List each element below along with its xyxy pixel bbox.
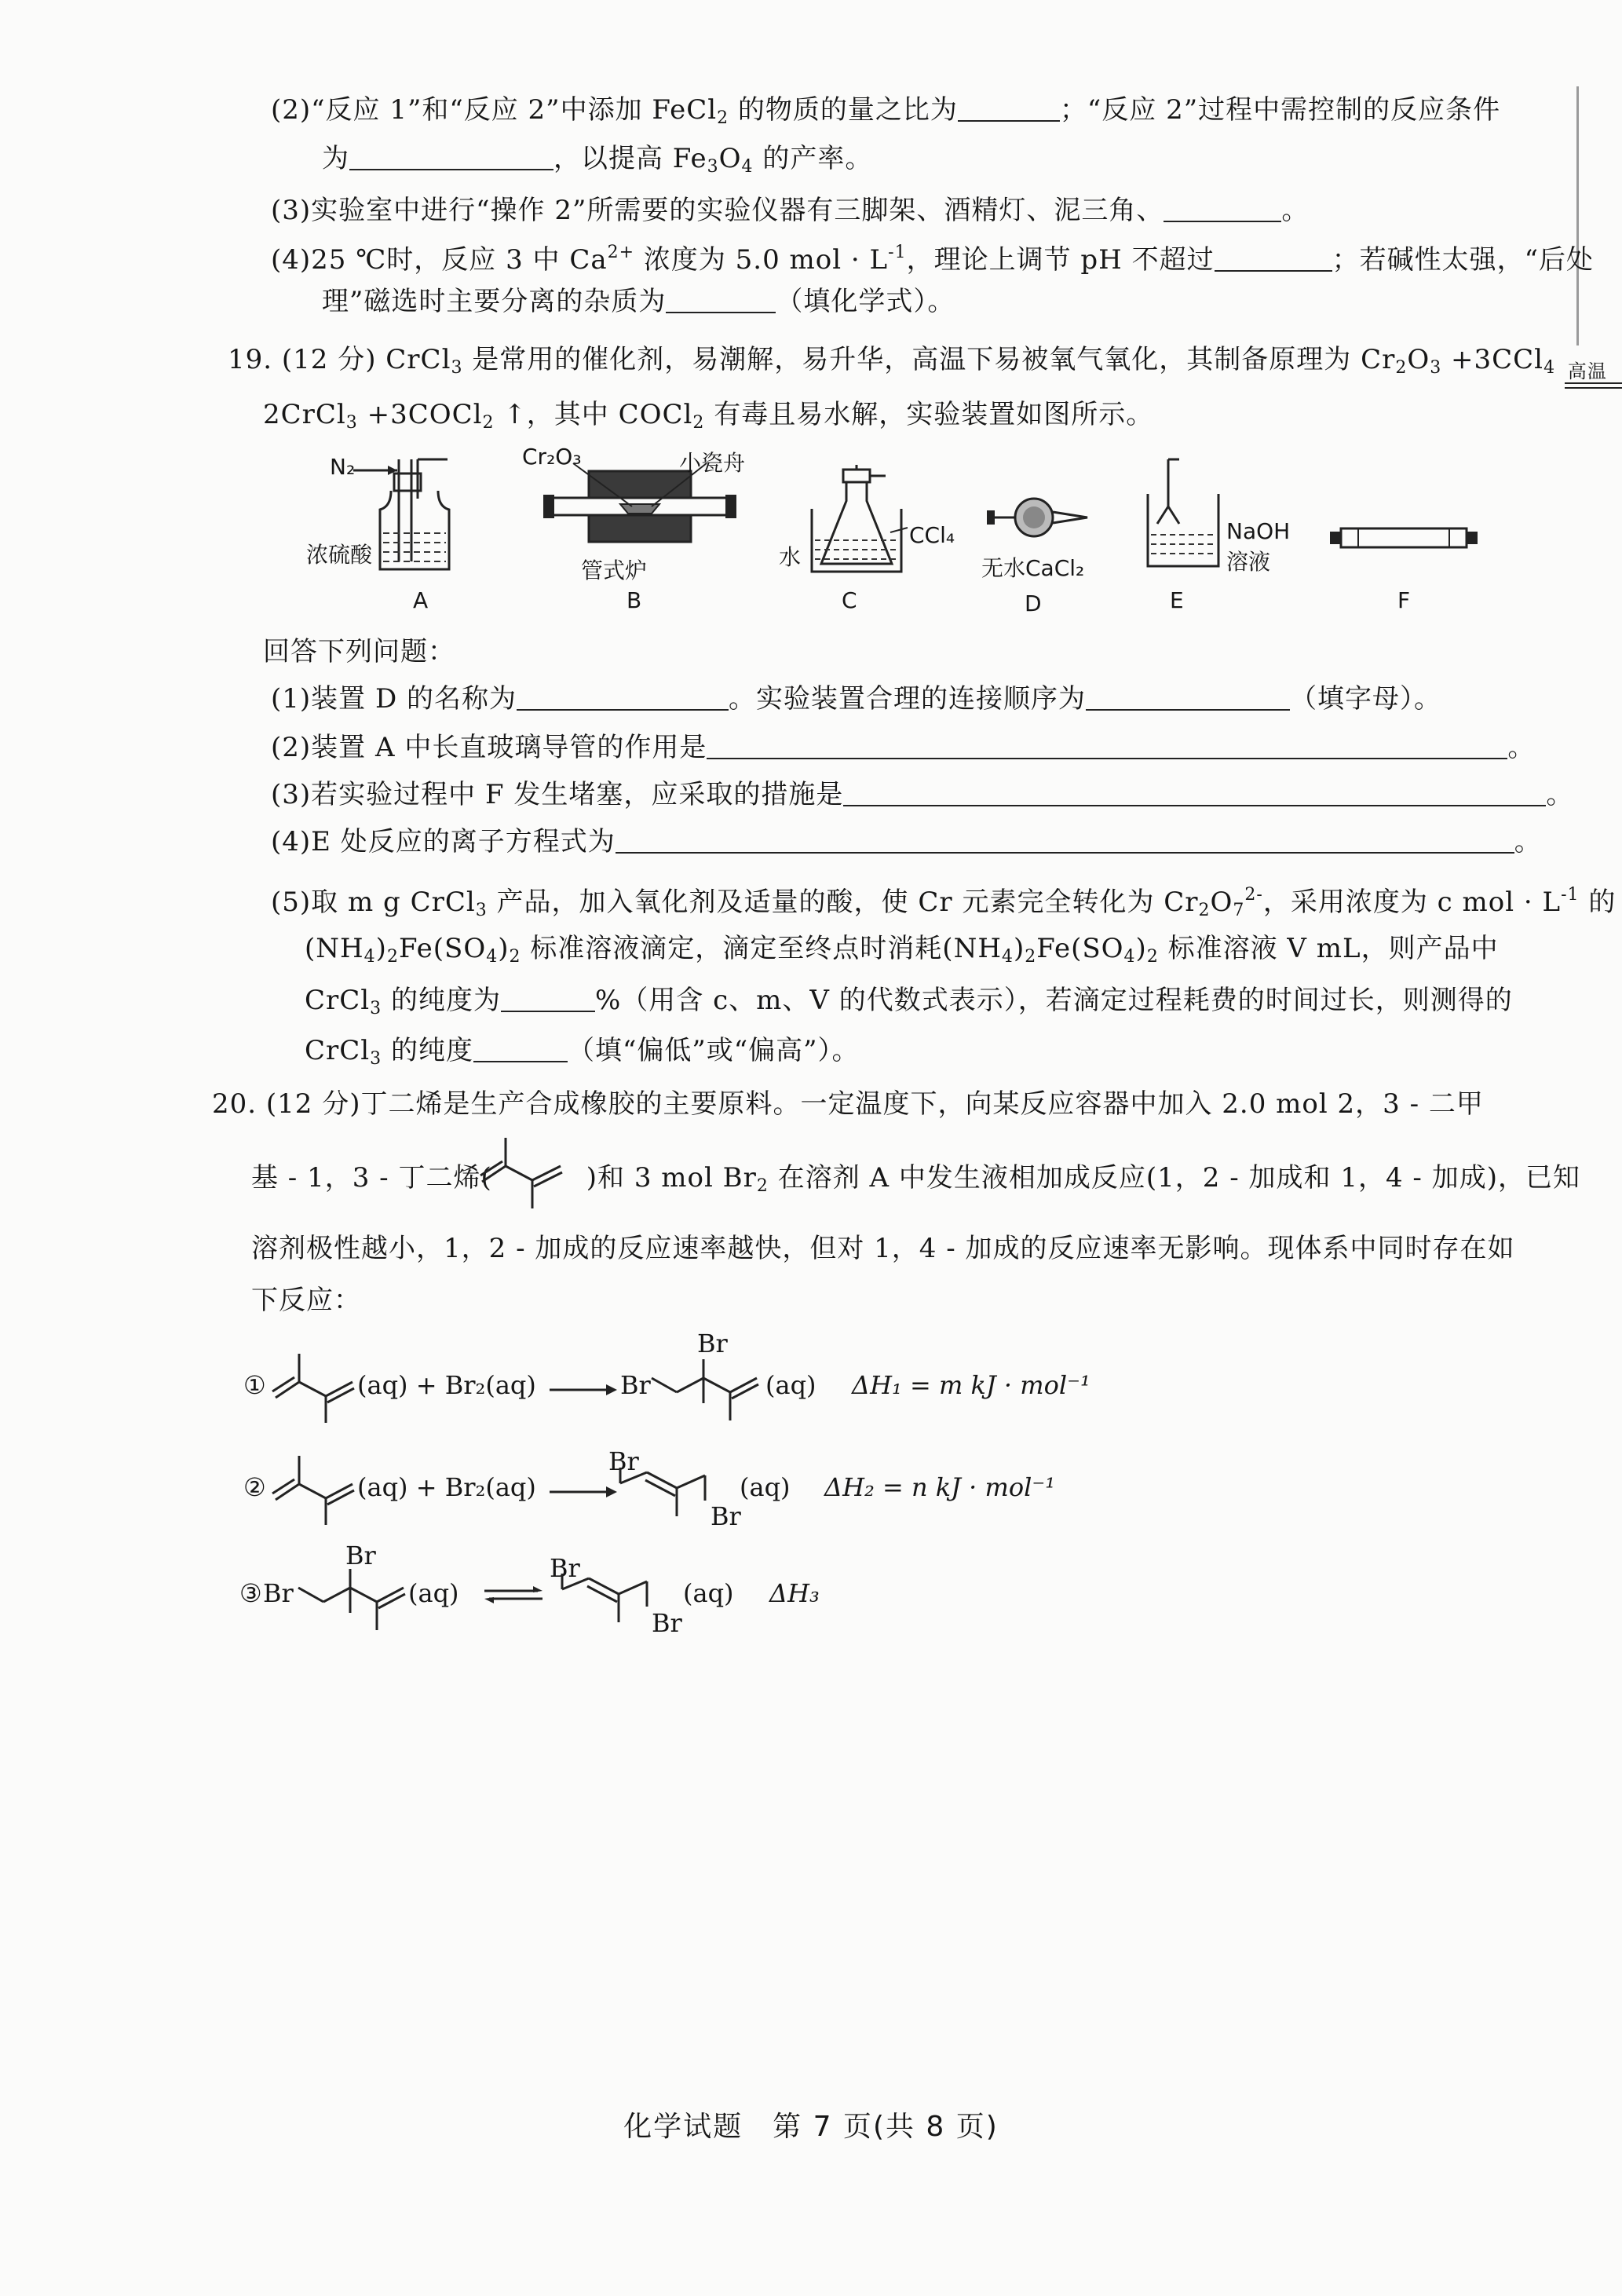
answer-blank[interactable] bbox=[707, 734, 1507, 759]
answer-blank[interactable] bbox=[666, 288, 776, 313]
reaction-2-arrow bbox=[550, 1484, 620, 1500]
label-d: D bbox=[1025, 590, 1042, 616]
q19-part3: (3)若实验过程中 F 发生堵塞，应采取的措施是 。 bbox=[271, 779, 1574, 810]
page-footer: 化学试题 第 7 页(共 8 页) bbox=[623, 2111, 999, 2143]
q19-part2: (2)装置 A 中长直玻璃导管的作用是 。 bbox=[271, 732, 1536, 763]
q18-part2-line2: 为 ，以提高 $Fe_3O_4$ 的产率。 bbox=[322, 143, 873, 177]
solution-label: 溶液 bbox=[1226, 549, 1271, 575]
br-label: Br bbox=[697, 1329, 728, 1358]
answer-blank[interactable] bbox=[843, 781, 1546, 806]
ccl4-label: CCl₄ bbox=[909, 522, 955, 548]
aq-label: (aq) bbox=[765, 1370, 816, 1400]
anhydrous-cacl2-label: 无水CaCl₂ bbox=[981, 555, 1085, 581]
br-label: Br bbox=[550, 1553, 580, 1583]
page-edge-shadow bbox=[1576, 86, 1579, 345]
answer-blank[interactable] bbox=[1086, 686, 1290, 711]
reaction-1-lhs: (aq) + Br₂(aq) bbox=[357, 1370, 536, 1400]
label-c: C bbox=[842, 587, 857, 613]
conc-sulfuric-acid-label: 浓硫酸 bbox=[306, 542, 373, 568]
delta-h2: ΔH₂ = n kJ · mol⁻¹ bbox=[824, 1472, 1056, 1502]
equilibrium-arrow bbox=[483, 1586, 546, 1605]
br-label: Br bbox=[620, 1370, 651, 1400]
q20-line3: 溶剂极性越小，1，2 - 加成的反应速率越快，但对 1，4 - 加成的反应速率无影响。现体系中同时存在如 bbox=[251, 1233, 1515, 1264]
reactant-diene-2 bbox=[271, 1453, 365, 1531]
answer-blank[interactable] bbox=[958, 97, 1060, 122]
n2-label: N₂ bbox=[330, 454, 356, 480]
answer-blank[interactable] bbox=[473, 1037, 568, 1062]
reaction-2-lhs: (aq) + Br₂(aq) bbox=[357, 1472, 536, 1502]
q19-part1: (1)装置 D 的名称为 。实验装置合理的连接顺序为 （填字母）。 bbox=[271, 683, 1442, 715]
br-label: Br bbox=[263, 1578, 294, 1608]
q18-part4-line1: (4)25 ℃时，反应 3 中 $Ca^{2+}$ 浓度为 5.0 mol · $L^{-1}$，理论上调节 pH 不超过 ；若碱性太强，“后处 bbox=[271, 243, 1594, 276]
answer-blank[interactable] bbox=[349, 145, 553, 170]
water-label: 水 bbox=[779, 544, 802, 570]
aq-label: (aq) bbox=[408, 1578, 459, 1608]
label-e: E bbox=[1170, 587, 1184, 613]
q20-line2: 基 - 1，3 - 丁二烯( )和 3 mol $Br_2$ 在溶剂 A 中发生液相加成反应(1，2 - 加成和 1，4 - 加成)，已知 bbox=[251, 1162, 1580, 1196]
dimethylbutadiene-structure bbox=[477, 1135, 572, 1213]
reaction-1-arrow bbox=[550, 1382, 620, 1398]
br-label: Br bbox=[652, 1608, 682, 1638]
q18-part4-line2: 理”磁选时主要分离的杂质为 （填化学式）。 bbox=[322, 286, 955, 317]
q19-header-line2: 2CrCl$_3$ +3COCl$_2$ ↑，其中 COCl$_2$ 有毒且易水解，实验装置如图所示。 bbox=[263, 399, 1154, 433]
q18-part3: (3)实验室中进行“操作 2”所需要的实验仪器有三脚架、酒精灯、泥三角、 。 bbox=[271, 195, 1310, 226]
q20-line4: 下反应： bbox=[251, 1285, 361, 1316]
apparatus-d-drying-tube bbox=[985, 495, 1095, 542]
aq-label: (aq) bbox=[683, 1578, 734, 1608]
product-1-4-adduct-2 bbox=[554, 1570, 672, 1633]
q19-part5-line1: (5)取 m g CrCl$_3$ 产品，加入氧化剂及适量的酸，使 Cr 元素完全转化为 $Cr_2O_7^{2-}$，采用浓度为 c mol · $L^{-1}$ 的 bbox=[271, 885, 1617, 920]
answer-prompt: 回答下列问题： bbox=[263, 636, 455, 667]
porcelain-boat-label: 小瓷舟 bbox=[679, 450, 746, 476]
answer-blank[interactable] bbox=[1164, 197, 1281, 222]
naoh-label: NaOH bbox=[1226, 518, 1291, 544]
br-label: Br bbox=[711, 1501, 741, 1531]
delta-h1: ΔH₁ = m kJ · mol⁻¹ bbox=[852, 1370, 1090, 1400]
q19-header-line1: 19. (12 分) CrCl$_3$ 是常用的催化剂，易潮解，易升华，高温下易被氧气氧化，其制备原理为 $Cr_2O_3 +3CCl_4$ 高温 bbox=[228, 342, 1622, 386]
br-label: Br bbox=[608, 1446, 639, 1476]
answer-blank[interactable] bbox=[1215, 247, 1332, 272]
product-1-2-adduct bbox=[652, 1355, 769, 1433]
apparatus-f-tube bbox=[1327, 522, 1484, 554]
aq-label: (aq) bbox=[740, 1472, 791, 1502]
product-1-4-adduct bbox=[612, 1464, 730, 1527]
reactant-1-2-adduct bbox=[298, 1564, 424, 1643]
tube-furnace-label: 管式炉 bbox=[581, 558, 648, 583]
reaction-1-number: ① bbox=[243, 1370, 266, 1400]
delta-h3: ΔH₃ bbox=[769, 1578, 820, 1608]
q19-part5-line3: CrCl$_3$ 的纯度为 %（用含 c、m、V 的代数式表示），若滴定过程耗费的时间过长，则测得的 bbox=[305, 985, 1513, 1018]
label-f: F bbox=[1397, 587, 1411, 613]
q18-part2-line1: (2)“反应 1”和“反应 2”中添加 FeCl$_2$ 的物质的量之比为 ；“反应 2”过程中需控制的反应条件 bbox=[271, 94, 1501, 128]
answer-blank[interactable] bbox=[517, 686, 729, 711]
answer-blank[interactable] bbox=[616, 828, 1514, 854]
q19-part5-line2: $(NH_4)_2Fe(SO_4)_2$ 标准溶液滴定，滴定至终点时消耗$(NH_4)_2Fe(SO_4)_2$ 标准溶液 V mL，则产品中 bbox=[305, 933, 1499, 967]
cr2o3-label: Cr₂O₃ bbox=[522, 444, 582, 470]
br-label: Br bbox=[345, 1541, 376, 1570]
q19-part4: (4)E 处反应的离子方程式为 。 bbox=[271, 826, 1542, 857]
reactant-diene-1 bbox=[271, 1351, 365, 1429]
label-b: B bbox=[627, 587, 642, 613]
q20-header: 20. (12 分)丁二烯是生产合成橡胶的主要原料。一定温度下，向某反应容器中加入 2.0 mol 2，3 - 二甲 bbox=[212, 1088, 1484, 1120]
label-a: A bbox=[413, 587, 429, 613]
answer-blank[interactable] bbox=[501, 987, 595, 1012]
reaction-2-number: ② bbox=[243, 1472, 266, 1502]
reaction-3-number: ③ bbox=[239, 1578, 262, 1608]
apparatus-b-tube-furnace bbox=[542, 463, 738, 558]
q19-part5-line4: CrCl$_3$ 的纯度 （填“偏低”或“偏高”）。 bbox=[305, 1035, 860, 1069]
